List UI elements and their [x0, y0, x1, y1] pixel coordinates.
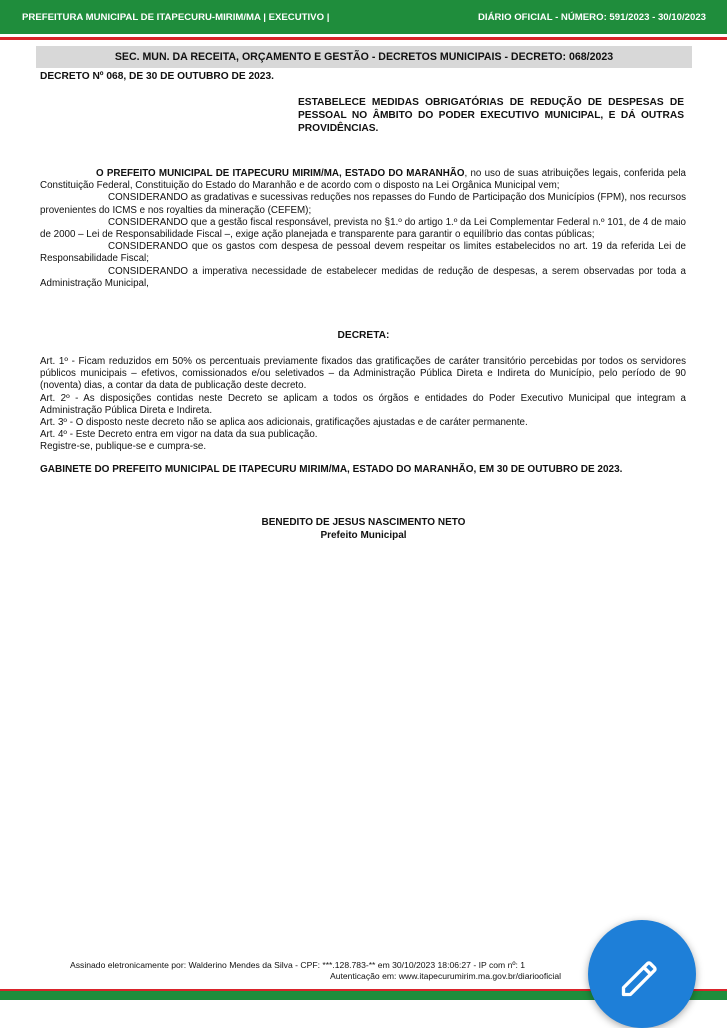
- article-3: Art. 3º - O disposto neste decreto não se aplica aos adicionais, gratificações ajustadas e de caráter permanente.: [40, 417, 528, 429]
- header-left-text: PREFEITURA MUNICIPAL DE ITAPECURU-MIRIM/MA | EXECUTIVO |: [22, 12, 330, 23]
- decreta-heading: DECRETA:: [337, 330, 390, 341]
- article-4: Art. 4º - Este Decreto entra em vigor na data da sua publicação.: [40, 429, 318, 441]
- decree-preamble: [40, 168, 686, 290]
- preamble-rest: , no uso de suas atribuições legais, conferida pela Constituição Federal, Constituição do Estado do Maranhão e de acordo com o disposto na Lei Orgânica Municipal vem;: [40, 168, 686, 192]
- header-bar: [0, 0, 727, 34]
- signatory-name: BENEDITO DE JESUS NASCIMENTO NETO: [261, 517, 466, 528]
- pencil-icon: [618, 956, 662, 1000]
- considerando-2: CONSIDERANDO que a gestão fiscal responsável, prevista no §1.º do artigo 1.º da Lei Complementar Federal n.º 101, de 4 de maio de 2000 – Lei de Responsabilidade Fiscal –, exige ação planejada e transparente para garantir o equilíbrio das contas públicas;: [40, 216, 686, 241]
- considerando-4: CONSIDERANDO a imperativa necessidade de estabelecer medidas de redução de despesas, a serem observadas por toda a Administração Municipal,: [40, 265, 686, 289]
- footer-authentication: Autenticação em: www.itapecurumirim.ma.gov.br/diariooficial: [330, 971, 562, 981]
- section-title: SEC. MUN. DA RECEITA, ORÇAMENTO E GESTÃO - DECRETOS MUNICIPAIS - DECRETO: 068/2023: [36, 46, 692, 68]
- decree-title: DECRETO Nº 068, DE 30 DE OUTUBRO DE 2023.: [40, 71, 274, 82]
- preamble-authority: O PREFEITO MUNICIPAL DE ITAPECURU MIRIM/MA, ESTADO DO MARANHÃO: [96, 168, 465, 179]
- signatory-role: Prefeito Municipal: [320, 530, 407, 541]
- decree-articles: [40, 356, 686, 454]
- header-right-text: DIÁRIO OFICIAL - NÚMERO: 591/2023 - 30/10/2023: [477, 12, 706, 23]
- edit-fab-button[interactable]: [588, 920, 696, 1028]
- closing-formula: Registre-se, publique-se e cumpra-se.: [40, 441, 207, 453]
- considerando-3: CONSIDERANDO que os gastos com despesa de pessoal devem respeitar os limites estabelecidos no art. 19 da referida Lei de Responsabilidade Fiscal;: [40, 241, 686, 265]
- decree-ementa: ESTABELECE MEDIDAS OBRIGATÓRIAS DE REDUÇÃO DE DESPESAS DE PESSOAL NO ÂMBITO DO PODER EXECUTIVO MUNICIPAL, E DÁ OUTRAS PROVIDÊNCIAS.: [298, 97, 684, 134]
- preamble-paragraph: [40, 168, 686, 192]
- article-1: Art. 1º - Ficam reduzidos em 50% os percentuais previamente fixados das gratificações de caráter transitório percebidas por todos os servidores públicos municipais – efetivos, comissionados e/ou seletivados – da Administração Pública Direta e Indireta do Município, pelo período de 90 (noventa) dias, a contar da data de publicação deste decreto.: [40, 356, 686, 392]
- considerando-1: CONSIDERANDO as gradativas e sucessivas reduções nos repasses do Fundo de Participação dos Municípios (FPM), nos recursos provenientes do ICMS e nos royalties da mineração (CEFEM);: [40, 192, 686, 216]
- gabinete-line: GABINETE DO PREFEITO MUNICIPAL DE ITAPECURU MIRIM/MA, ESTADO DO MARANHÃO, EM 30 DE OUTUBRO DE 2023.: [40, 464, 623, 475]
- footer-signed-by: Assinado eletronicamente por: Walderino Mendes da Silva - CPF: ***.128.783-** em 30/10/2023 18:06:27 - IP com nº: 1: [70, 960, 526, 970]
- header-red-stripe: [0, 37, 727, 40]
- article-2: Art. 2º - As disposições contidas neste Decreto se aplicam a todos os órgãos e entidades do Poder Executivo Municipal que integram a Administração Pública Direta e Indireta.: [40, 392, 686, 416]
